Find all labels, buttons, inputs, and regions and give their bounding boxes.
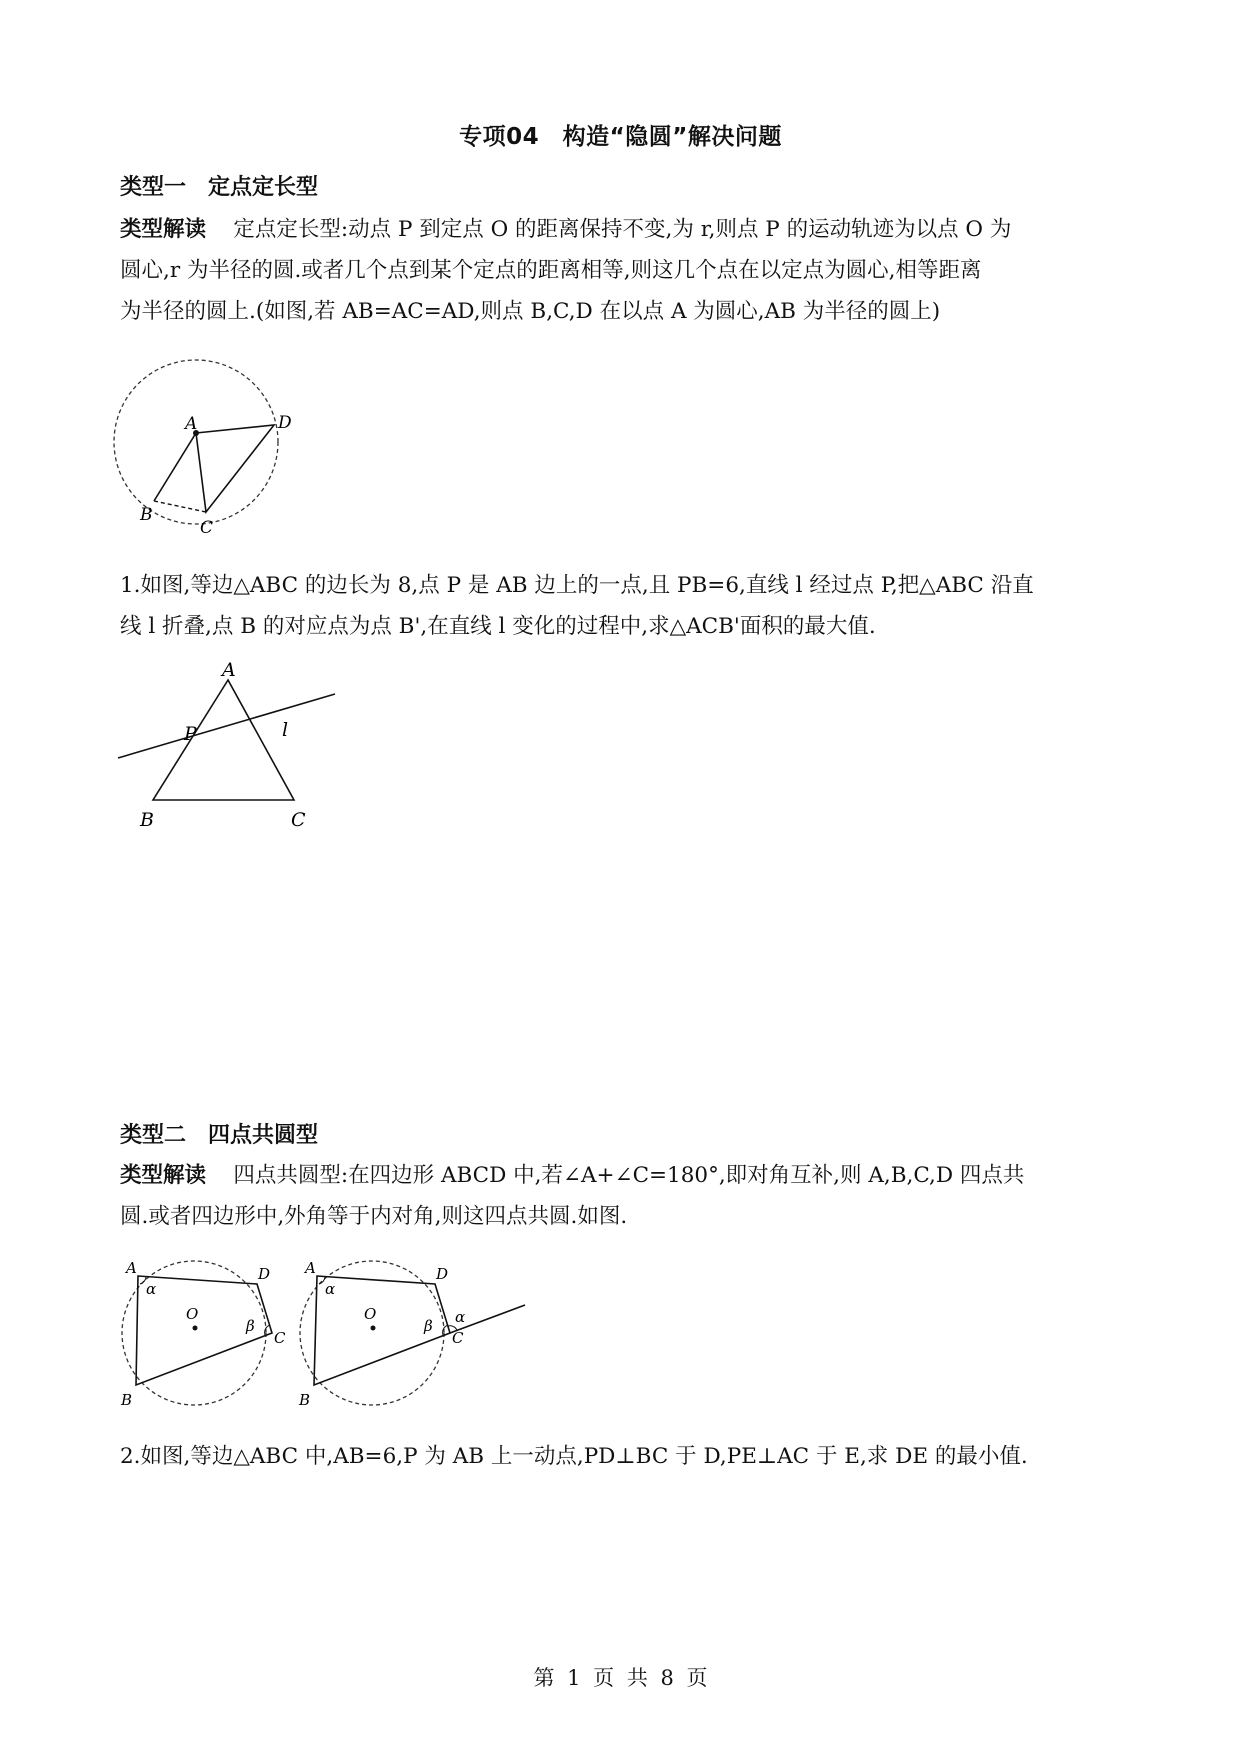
center-o-dot-1 <box>193 1326 198 1331</box>
fig3-label-beta: β <box>246 1317 255 1335</box>
figure-cyclic-quad-2 <box>290 1255 530 1415</box>
dashed-circle <box>114 360 278 524</box>
problem-1 <box>120 565 1125 647</box>
explain2-label: 类型解读 <box>120 1163 207 1188</box>
line-l <box>118 694 335 758</box>
triangle-abc <box>153 680 294 800</box>
explain2-line-2: 圆.或者四边形中,外角等于内对角,则这四点共圆.如图. <box>120 1204 628 1229</box>
figure-cyclic-quad-1 <box>110 1255 285 1415</box>
section1-heading: 类型一 定点定长型 <box>120 175 319 200</box>
problem1-line-1: 1.如图,等边△ABC 的边长为 8,点 P 是 AB 边上的一点,且 PB=6,直线 l 经过点 P,把△ABC 沿直 <box>120 573 1034 598</box>
explain-line-3: 为半径的圆上.(如图,若 AB=AC=AD,则点 B,C,D 在以点 A 为圆心,AB 为半径的圆上) <box>120 299 941 324</box>
figure-circle-abcd <box>110 355 310 545</box>
section1-explanation <box>120 209 1125 332</box>
fig4-label-alpha-2: α <box>455 1308 466 1326</box>
fig3-label-alpha: α <box>146 1280 157 1298</box>
fig3-label-a: A <box>126 1259 137 1277</box>
fig4-label-c: C <box>452 1329 464 1347</box>
problem-2 <box>120 1436 1125 1477</box>
fig4-label-o: O <box>364 1305 377 1323</box>
fig1-label-a: A <box>185 414 198 434</box>
fig2-label-c: C <box>291 809 306 831</box>
explain-label: 类型解读 <box>120 217 207 242</box>
explain-line-2: 圆心,r 为半径的圆.或者几个点到某个定点的距离相等,则这几个点在以定点为圆心,相等距离 <box>120 258 982 283</box>
section2-heading: 类型二 四点共圆型 <box>120 1123 319 1148</box>
fig2-label-b: B <box>140 809 154 831</box>
center-o-dot-2 <box>371 1326 376 1331</box>
page-title: 专项04 构造“隐圆”解决问题 <box>459 124 782 150</box>
fig4-label-d: D <box>436 1265 449 1283</box>
fig2-label-a: A <box>222 660 236 681</box>
fig2-label-l: l <box>282 719 289 741</box>
section2-explanation <box>120 1155 1125 1237</box>
fig1-label-b: B <box>140 505 153 525</box>
explain2-line-1: 类型解读 四点共圆型:在四边形 ABCD 中,若∠A+∠C=180°,即对角互补,则 A,B,C,D 四点共 <box>120 1163 1025 1188</box>
fig4-label-a: A <box>305 1259 316 1277</box>
fig3-label-c: C <box>274 1329 285 1347</box>
fig4-label-b: B <box>299 1391 311 1409</box>
fig1-label-c: C <box>200 518 214 538</box>
page-footer: 第 1 页 共 8 页 <box>533 1666 708 1690</box>
fig2-label-p: P <box>184 723 197 745</box>
figure1-segments <box>154 425 274 512</box>
fig3-label-d: D <box>258 1265 271 1283</box>
problem2-line-1: 2.如图,等边△ABC 中,AB=6,P 为 AB 上一动点,PD⊥BC 于 D,PE⊥AC 于 E,求 DE 的最小值. <box>120 1444 1028 1469</box>
figure-triangle-fold <box>110 660 350 840</box>
fig3-label-b: B <box>121 1391 133 1409</box>
fig3-label-o: O <box>186 1305 199 1323</box>
fig4-label-beta: β <box>424 1317 433 1335</box>
problem1-line-2: 线 l 折叠,点 B 的对应点为点 B',在直线 l 变化的过程中,求△ACB'面积的最大值. <box>120 614 876 639</box>
fig1-label-d: D <box>278 413 292 433</box>
fig4-label-alpha-1: α <box>325 1280 336 1298</box>
explain-line-1: 类型解读 定点定长型:动点 P 到定点 O 的距离保持不变,为 r,则点 P 的运动轨迹为以点 O 为 <box>120 217 1012 242</box>
figure1-bc-dashed <box>154 501 206 512</box>
